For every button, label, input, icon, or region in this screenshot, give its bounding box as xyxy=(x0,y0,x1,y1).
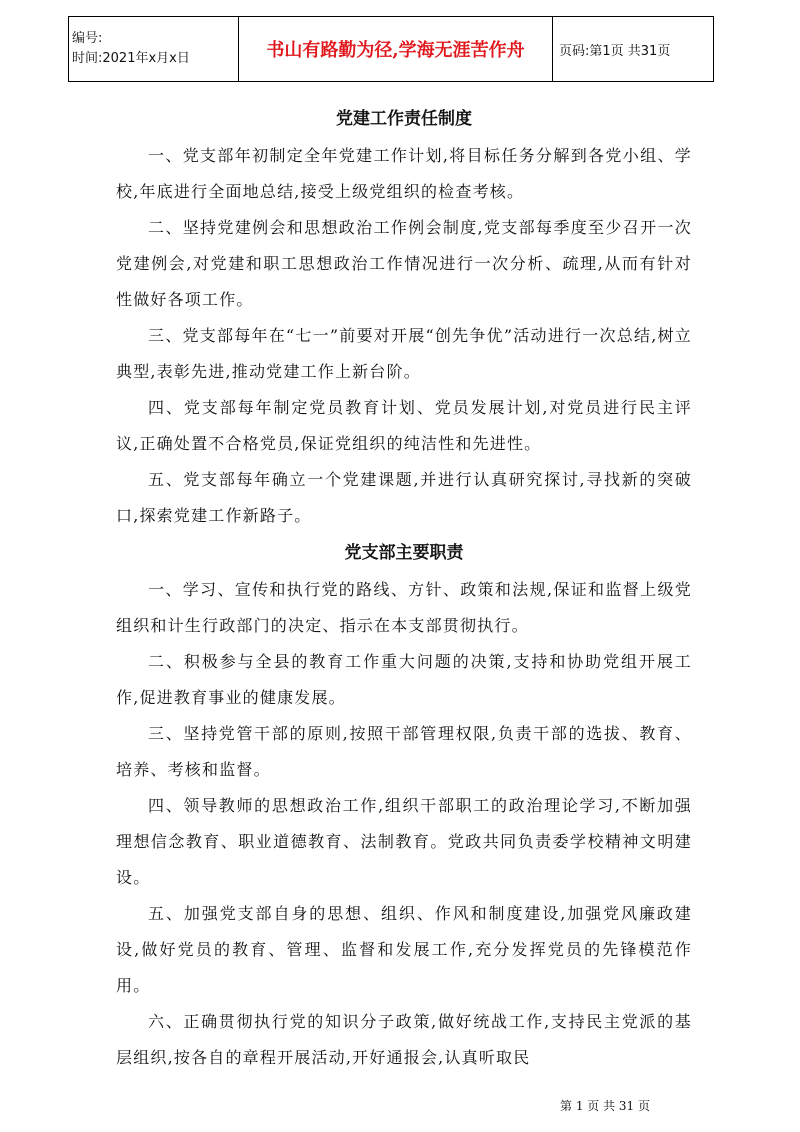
header-table xyxy=(68,16,714,82)
paragraph: 四、领导教师的思想政治工作,组织干部职工的政治理论学习,不断加强理想信念教育、职业道德教育、法制教育。党政共同负责委学校精神文明建设。 xyxy=(116,796,692,887)
paragraph: 三、坚持党管干部的原则,按照干部管理权限,负责干部的选拔、教育、培养、考核和监督。 xyxy=(116,724,692,779)
paragraph: 一、学习、宣传和执行党的路线、方针、政策和法规,保证和监督上级党组织和计生行政部门的决定、指示在本支部贯彻执行。 xyxy=(116,580,692,635)
paragraph: 三、党支部每年在“七一”前要对开展“创先争优”活动进行一次总结,树立典型,表彰先进,推动党建工作上新台阶。 xyxy=(116,326,692,381)
section-title-branch-duties: 党支部主要职责 xyxy=(344,543,464,563)
paragraph: 四、党支部每年制定党员教育计划、党员发展计划,对党员进行民主评议,正确处置不合格党员,保证党组织的纯洁性和先进性。 xyxy=(116,398,692,453)
header-motto: 书山有路勤为径,学海无涯苦作舟 xyxy=(239,17,553,82)
document-number-label: 编号: xyxy=(72,31,103,46)
header-info-cell xyxy=(69,17,239,82)
paragraph: 六、正确贯彻执行党的知识分子政策,做好统战工作,支持民主党派的基层组织,按各自的章程开展活动,开好通报会,认真听取民 xyxy=(116,1012,692,1067)
paragraph: 五、加强党支部自身的思想、组织、作风和制度建设,加强党风廉政建设,做好党员的教育、管理、监督和发展工作,充分发挥党员的先锋模范作用。 xyxy=(116,904,692,995)
paragraph: 二、坚持党建例会和思想政治工作例会制度,党支部每季度至少召开一次党建例会,对党建和职工思想政治工作情况进行一次分析、疏理,从而有针对性做好各项工作。 xyxy=(116,218,692,309)
document-body xyxy=(116,104,692,1076)
paragraph: 五、党支部每年确立一个党建课题,并进行认真研究探讨,寻找新的突破口,探索党建工作新路子。 xyxy=(116,470,692,525)
paragraph: 二、积极参与全县的教育工作重大问题的决策,支持和协助党组开展工作,促进教育事业的健康发展。 xyxy=(116,652,692,707)
footer-page-number: 第 1 页 共 31 页 xyxy=(560,1099,650,1113)
section-title-party-responsibility: 党建工作责任制度 xyxy=(336,109,472,129)
header-page-number: 页码:第1页 共31页 xyxy=(553,17,714,82)
document-date-label: 时间:2021年x月x日 xyxy=(72,51,190,66)
paragraph: 一、党支部年初制定全年党建工作计划,将目标任务分解到各党小组、学校,年底进行全面地总结,接受上级党组织的检查考核。 xyxy=(116,146,692,201)
